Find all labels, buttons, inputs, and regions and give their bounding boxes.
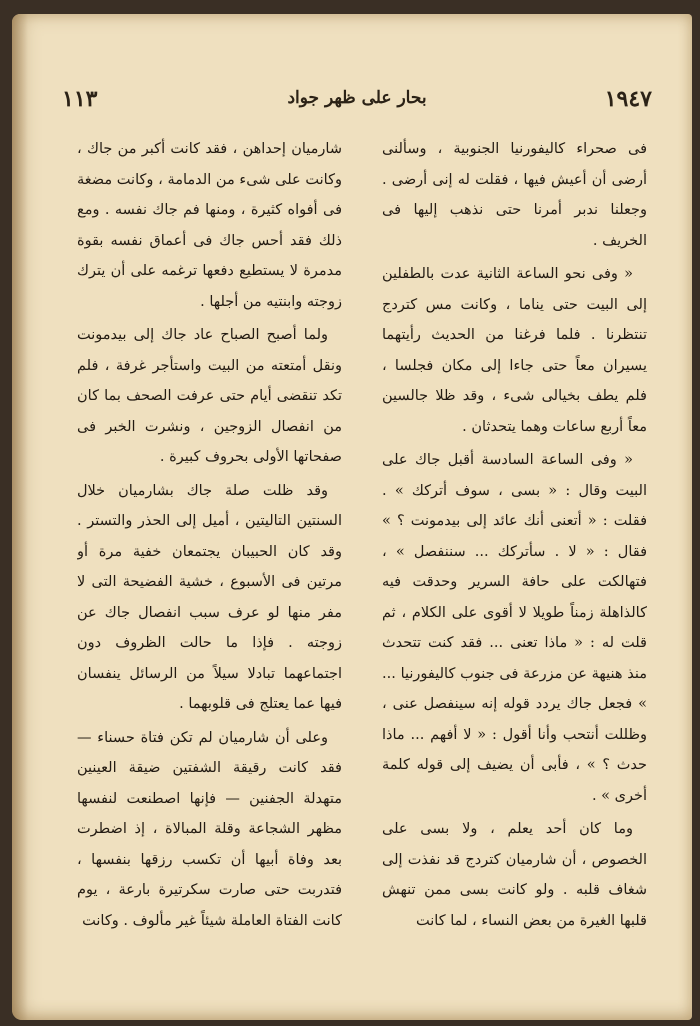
running-title: بحار على ظهر جواد [287,88,427,108]
page-header [62,84,652,124]
paragraph: وعلى أن شارميان لم تكن فتاة حسناء — فقد كانت رقيقة الشفتين ضيقة العينين متهدلة الجفنين — فإنها اصطنعت لنفسها مظهر الشجاعة وقلة المبالاة ، إذ اضطرت بعد وفاة أبيها أن تكسب رزقها بنفسها ، فتدربت حتى صارت سكرتيرة بارعة ، يوم كانت الفتاة العاملة شيئاً غير مألوف . وكانت [77,729,342,929]
paragraph: وقد ظلت صلة جاك بشارميان خلال السنتين التاليتين ، أميل إلى الحذر والتستر . وقد كان الحبيبان يجتمعان خفية مرة أو مرتين فى الأسبوع ، خشية الفضيحة التى لا مفر منها لو عرف سبب انفصال جاك عن زوجته . فإذا ما حالت الظروف دون اجتماعهما تبادلا سيلاً من الرسائل ينفسان فيها عما يعتلج فى قلوبهما . [77,482,342,712]
text-columns [77,134,647,944]
column-right [382,134,647,944]
column-left [77,134,342,944]
paragraph: وما كان أحد يعلم ، ولا بسى على الخصوص ، أن شارميان كتردج قد نفذت إلى شغاف قلبه . ولو كانت بسى ممن تنهش قلبها الغيرة من بعض النساء ، لما كانت [382,821,647,929]
book-page [12,14,692,1020]
header-year: ١٩٤٧ [604,86,652,112]
paragraph: « وفى الساعة السادسة أقبل جاك على البيت وقال : « بسى ، سوف أتركك » . فقلت : « أتعنى أنك عائد إلى بيدمونت ؟ » فقال : « لا . سأتركك ... سننفصل » ، فتهالكت على حافة السرير وحدقت فيه كالذاهلة زمناً طويلا لا أقوى على الكلام ، ثم قلت له : « ماذا تعنى ... فقد كنت تتحدث منذ هنيهة عن مزرعة فى جنوب كاليفورنيا ... » فجعل جاك يردد قوله إنه سينفصل عنى ، وظللت أنتحب وأنا أقول : « لا أفهم ... ماذا حدث ؟ » ، فأبى أن يضيف إلى قوله كلمة أخرى » . [382,452,647,804]
paragraph: « وفى نحو الساعة الثانية عدت بالطفلين إلى البيت حتى يناما ، وكانت مس كتردج تنتظرنا . فلما فرغنا من الحديث رأيتهما يسيران معاً حتى جاءا إلى مكان فجلسا ، فلم يطف بخيالى شىء ، وقد ظلا جالسين معاً أربع ساعات وهما يتحدثان . [382,266,647,435]
page-number: ١١٣ [62,86,98,112]
paragraph: فى صحراء كاليفورنيا الجنوبية ، وسألنى أرضى أن أعيش فيها ، فقلت له إنى أرضى . وجعلنا ندبر أمرنا حتى نذهب إليها فى الخريف . [382,141,647,249]
paragraph: شارميان إحداهن ، فقد كانت أكبر من جاك ، وكانت على شىء من الدمامة ، وكانت مضغة فى أفواه كثيرة ، ومنها فم جاك نفسه . ومع ذلك فقد أحس جاك فى أعماق نفسه بقوة مدمرة لا يستطيع دفعها ترغمه على أن يترك زوجته وابنتيه من أجلها . [77,141,342,310]
page-binding-shadow [12,14,28,1020]
paragraph: ولما أصبح الصباح عاد جاك إلى بيدمونت ونقل أمتعته من البيت واستأجر غرفة ، فلم تكد تنقضى أيام حتى عرفت الصحف بما كان من انفصال الزوجين ، ونشرت الخبر فى صفحاتها الأولى بحروف كبيرة . [77,327,342,465]
